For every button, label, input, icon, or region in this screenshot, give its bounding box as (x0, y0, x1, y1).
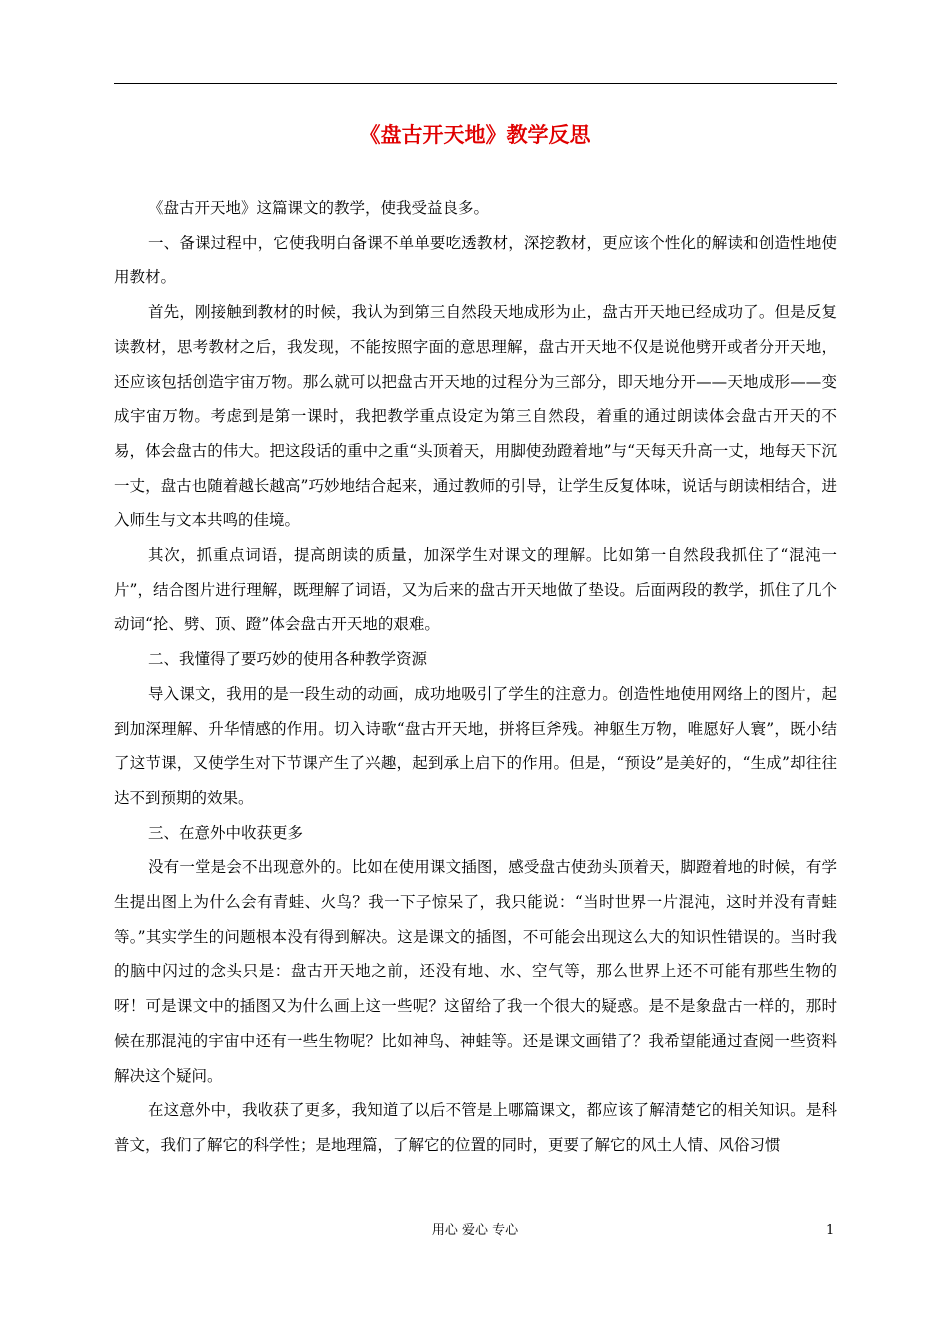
paragraph-harvest: 在这意外中，我收获了更多，我知道了以后不管是上哪篇课文，都应该了解清楚它的相关知识。是科普文，我们了解它的科学性；是地理篇，了解它的位置的同时，更要了解它的风土人情、风俗习惯 (114, 1101, 837, 1154)
paragraph-first: 首先，刚接触到教材的时候，我认为到第三自然段天地成形为止，盘古开天地已经成功了。但是反复读教材，思考教材之后，我发现，不能按照字面的意思理解，盘古开天地不仅是说他劈开或者分开天地，还应该包括创造宇宙万物。那么就可以把盘古开天地的过程分为三部分，即天地分开——天地成形——变成宇宙万物。考虑到是第一课时，我把教学重点设定为第三自然段，着重的通过朗读体会盘古开天的不易，体会盘古的伟大。把这段话的重中之重“头顶着天，用脚使劲蹬着地”与“天每天升高一丈，地每天下沉一丈，盘古也随着越长越高”巧妙地结合起来，通过教师的引导，让学生反复体味，说话与朗读相结合，进入师生与文本共鸣的佳境。 (114, 303, 837, 530)
page-number: 1 (826, 1223, 835, 1238)
document-title: 《盘古开天地》教学反思 (359, 123, 591, 147)
paragraph-section-two: 二、我懂得了要巧妙的使用各种教学资源 (148, 650, 428, 669)
document-body (114, 191, 837, 1163)
paragraph-intro-lesson: 导入课文，我用的是一段生动的动画，成功地吸引了学生的注意力。创造性地使用网络上的图片，起到加深理解、升华情感的作用。切入诗歌“盘古开天地，拼将巨斧残。神躯生万物，唯愿好人寰”，既小结了这节课，又使学生对下节课产生了兴趣，起到承上启下的作用。但是，“预设”是美好的，“生成”却往往达不到预期的效果。 (114, 684, 837, 807)
paragraph-section-three: 三、在意外中收获更多 (148, 823, 304, 842)
paragraph-intro: 《盘古开天地》这篇课文的教学，使我受益良多。 (148, 199, 490, 217)
paragraph-accident: 没有一堂是会不出现意外的。比如在使用课文插图，感受盘古使劲头顶着天，脚蹬着地的时候，有学生提出图上为什么会有青蛙、火鸟？我一下子惊呆了，我只能说：“当时世界一片混沌，这时并没有青蛙等。”其实学生的问题根本没有得到解决。这是课文的插图，不可能会出现这么大的知识性错误的。当时我的脑中闪过的念头只是：盘古开天地之前，还没有地、水、空气等，那么世界上还不可能有那些生物的呀！可是课文中的插图又为什么画上这一些呢？这留给了我一个很大的疑惑。是不是象盘古一样的，那时候在那混沌的宇宙中还有一些生物呢？比如神鸟、神蛙等。还是课文画错了？我希望能通过查阅一些资料解决这个疑问。 (114, 858, 837, 1085)
header-rule (114, 83, 837, 84)
paragraph-section-one: 一、备课过程中，它使我明白备课不单单要吃透教材，深挖教材，更应该个性化的解读和创造性地使用教材。 (114, 233, 837, 287)
page-footer: 用心 爱心 专心 (431, 1223, 519, 1238)
paragraph-second: 其次，抓重点词语，提高朗读的质量，加深学生对课文的理解。比如第一自然段我抓住了“混沌一片”，结合图片进行理解，既理解了词语，又为后来的盘古开天地做了垫设。后面两段的教学，抓住了几个动词“抡、劈、顶、蹬”体会盘古开天地的艰难。 (114, 546, 837, 634)
